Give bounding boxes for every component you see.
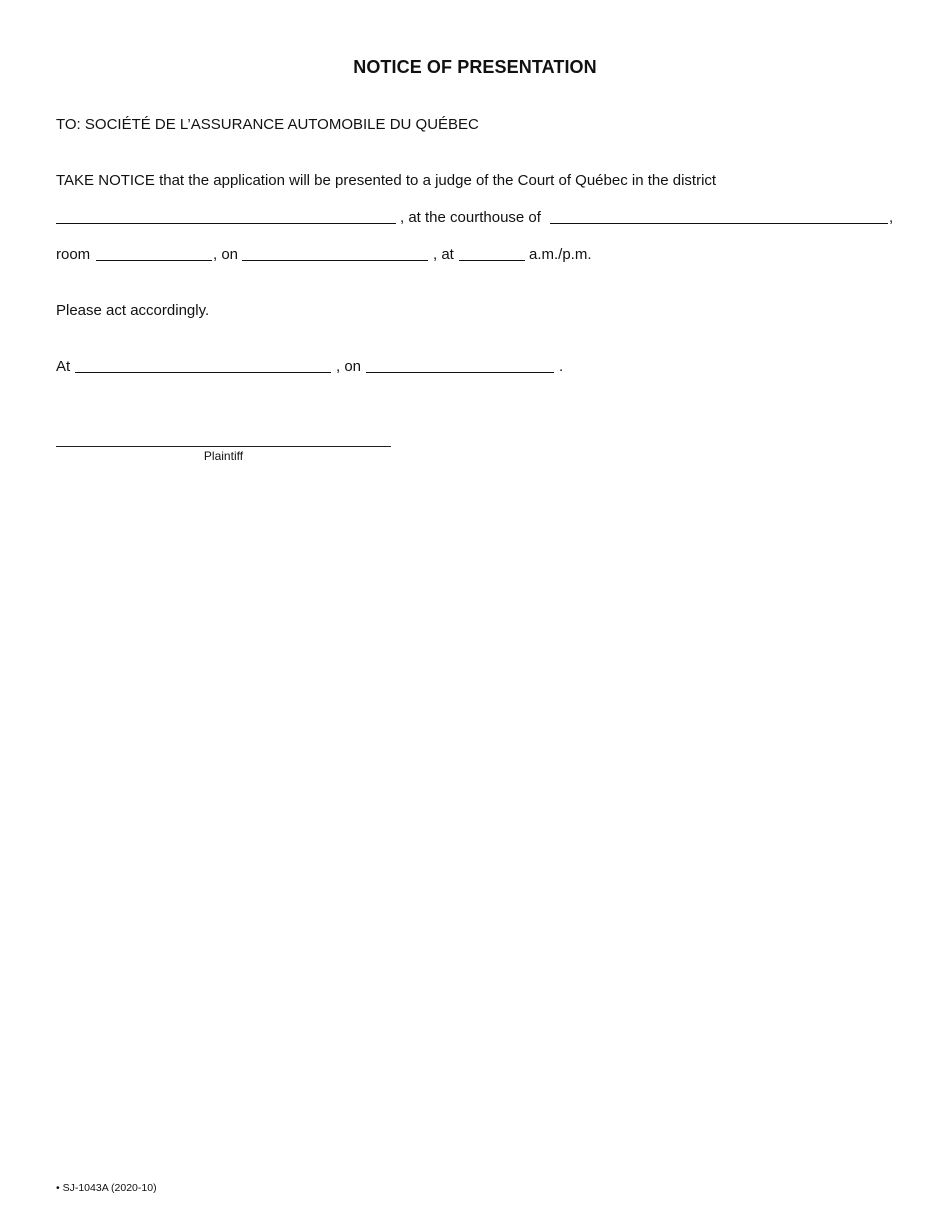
courthouse-field[interactable] [550,223,888,224]
closing-text: Please act accordingly. [56,302,210,319]
document-title: NOTICE OF PRESENTATION [353,57,597,77]
signature-caption: Plaintiff [203,449,244,463]
time-field[interactable] [459,260,525,261]
recipient-line: TO: SOCIÉTÉ DE L’ASSURANCE AUTOMOBILE DU QUÉBEC [56,116,479,133]
signed-place-field[interactable] [75,372,331,373]
ampm-label: a.m./p.m. [529,246,592,263]
notice-text: TAKE NOTICE that the application will be presented to a judge of the Court of Québec in the district [56,172,717,189]
district-field[interactable] [56,223,396,224]
date-field[interactable] [242,260,428,261]
form-code: • SJ-1043A (2020-10) [56,1182,157,1194]
at-label: , at [433,246,454,263]
room-on-label: , on [213,246,239,263]
courthouse-label: , at the courthouse of [400,209,541,226]
trailing-comma: , [889,209,894,226]
signed-at-label: At [56,358,71,375]
signed-on-label: , on [336,358,362,375]
period: . [559,358,564,375]
room-field[interactable] [96,260,212,261]
room-label: room [56,246,91,263]
signed-date-field[interactable] [366,372,554,373]
signature-field[interactable] [56,446,391,447]
